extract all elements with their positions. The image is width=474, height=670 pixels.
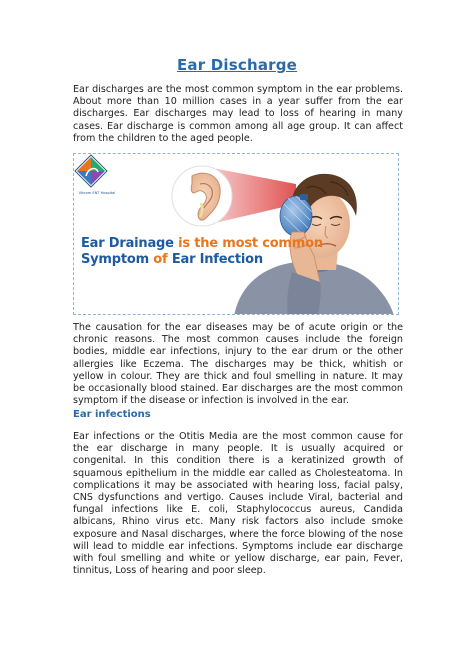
- figure-caption: [81, 236, 323, 267]
- hospital-logo-icon: [74, 154, 108, 188]
- illustration-artwork: [74, 154, 399, 315]
- causation-paragraph: The causation for the ear diseases may be of acute origin or the chronic reasons. The most common causes include the foreign bodies, middle ear infections, injury to the ear drum or the other allergies like Eczema. The discharges may be thick, whitish or yellow in colour. They are thick and foul smelling in nature. It may be occasionally blood stained. Ear discharges are the most common symptom if the disease or infection is involved in the ear.: [73, 322, 403, 407]
- caption-ear-drainage: Ear Drainage: [81, 236, 174, 251]
- caption-symptom: Symptom: [81, 251, 149, 267]
- section-heading-ear-infections: Ear infections: [73, 409, 151, 420]
- caption-ear-infection: Ear Infection: [171, 251, 263, 267]
- caption-is-most-common: is the most common: [173, 236, 323, 251]
- caption-of: of: [148, 251, 172, 267]
- caption-line-1: [81, 236, 323, 252]
- ear-infections-paragraph: Ear infections or the Otitis Media are the most common cause for the ear discharge in many people. It is usually acquired or congenital. In this condition there is a keratinized growth of squamous epithelium in the middle ear called as Cholesteatoma. In complications it may be associated with hearing loss, facial palsy, CNS dysfunctions and vertigo. Causes include Viral, bacterial and fungal infections like E. coli, Staphylococcus aureus, Candida albicans, Rhino virus etc. Many risk factors also include smoke exposure and Nasal discharges, where the force blowing of the nose will lead to middle ear infections. Symptoms include ear discharge with foul smelling and white or yellow discharge, ear pain, Fever, tinnitus, Loss of hearing and poor sleep.: [73, 431, 403, 577]
- intro-paragraph: Ear discharges are the most common symptom in the ear problems. About more than 10 million cases in a year suffer from the ear discharges. Ear discharges may lead to loss of hearing in many cases. Ear discharge is common among all age group. It can affect from the children to the aged people.: [73, 84, 403, 144]
- hospital-logo-text: Vikram ENT Hospital: [78, 191, 116, 195]
- ear-drainage-illustration: [73, 153, 399, 315]
- page-title: Ear Discharge: [176, 56, 298, 74]
- caption-line-2: [81, 252, 323, 268]
- ear-closeup-icon: [172, 166, 232, 226]
